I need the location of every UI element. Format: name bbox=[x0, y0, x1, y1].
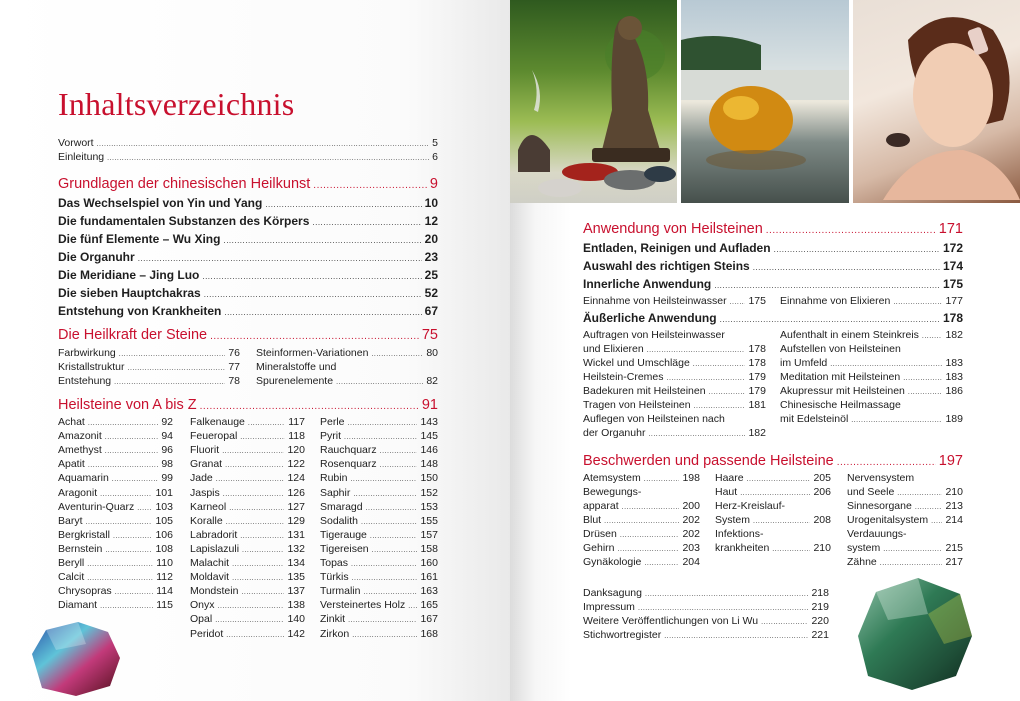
toc-entry[interactable]: mit Edelsteinöl ..... 189 bbox=[780, 413, 963, 427]
toc-entry-continued: Herz-Kreislauf- bbox=[715, 500, 786, 512]
toc-entry[interactable]: Tragen von Heilsteinen ..... 181 bbox=[583, 399, 766, 413]
amber-on-beach-photo bbox=[681, 0, 849, 203]
toc-section-grundlagen[interactable]: Grundlagen der chinesischen Heilkunst ..... 9 bbox=[58, 176, 438, 196]
toc-entry[interactable]: Die fünf Elemente – Wu Xing ..... 20 bbox=[58, 232, 438, 250]
toc-entry[interactable]: Heilstein-Cremes ..... 179 bbox=[583, 371, 766, 385]
stone-entry[interactable]: Chrysopras ..... 114 bbox=[58, 585, 173, 599]
stone-entry[interactable]: Bergkristall ..... 106 bbox=[58, 529, 173, 543]
stone-entry[interactable]: Türkis ..... 161 bbox=[320, 571, 438, 585]
toc-section-beschwerden[interactable]: Beschwerden und passende Heilsteine ..... 197 bbox=[583, 453, 963, 473]
toc-entry[interactable]: Das Wechselspiel von Yin und Yang ..... 10 bbox=[58, 196, 438, 214]
toc-entry-continued: Mineralstoffe und bbox=[256, 361, 337, 373]
toc-entry[interactable]: Zähne ..... 217 bbox=[847, 556, 963, 570]
toc-entry-continued: Bewegungs- bbox=[583, 486, 642, 498]
stone-entry[interactable]: Mondstein ..... 137 bbox=[190, 585, 305, 599]
toc-entry[interactable]: und Elixieren ..... 178 bbox=[583, 343, 766, 357]
toc-entry[interactable]: Akupressur mit Heilsteinen ..... 186 bbox=[780, 385, 963, 399]
stone-entry[interactable]: Malachit ..... 134 bbox=[190, 557, 305, 571]
toc-entry[interactable]: Badekuren mit Heilsteinen ..... 179 bbox=[583, 385, 766, 399]
stone-entry[interactable]: Granat ..... 122 bbox=[190, 458, 305, 472]
toc-entry[interactable]: Die sieben Hauptchakras ..... 52 bbox=[58, 286, 438, 304]
green-fluorite-stone-image bbox=[848, 574, 978, 694]
toc-entry[interactable]: Aufenthalt in einem Steinkreis ..... 182 bbox=[780, 329, 963, 343]
toc-entry[interactable]: Haare ..... 205 bbox=[715, 472, 831, 486]
toc-entry[interactable]: Entstehung von Krankheiten ..... 67 bbox=[58, 304, 438, 322]
stone-entry[interactable]: Beryll ..... 110 bbox=[58, 557, 173, 571]
stone-entry[interactable]: Pyrit ..... 145 bbox=[320, 430, 438, 444]
toc-entry[interactable]: Weitere Veröffentlichungen von Li Wu ..... 220 bbox=[583, 615, 829, 629]
toc-entry-einleitung[interactable]: Einleitung ..... 6 bbox=[58, 151, 438, 165]
toc-entry-continued: Chinesische Heilmassage bbox=[780, 399, 901, 411]
toc-entry[interactable]: Atemsystem ..... 198 bbox=[583, 472, 700, 486]
toc-entry[interactable]: Stichwortregister ..... 221 bbox=[583, 629, 829, 643]
stone-entry[interactable]: Amethyst ..... 96 bbox=[58, 444, 173, 458]
toc-entry[interactable]: Meditation mit Heilsteinen ..... 183 bbox=[780, 371, 963, 385]
stone-entry[interactable]: Opal ..... 140 bbox=[190, 613, 305, 627]
toc-entry[interactable]: Wickel und Umschläge ..... 178 bbox=[583, 357, 766, 371]
stone-entry[interactable]: Lapislazuli ..... 132 bbox=[190, 543, 305, 557]
toc-entry[interactable]: Die Organuhr ..... 23 bbox=[58, 250, 438, 268]
toc-entry[interactable]: Impressum ..... 219 bbox=[583, 601, 829, 615]
stone-entry[interactable]: Rauchquarz ..... 146 bbox=[320, 444, 438, 458]
toc-entry[interactable]: krankheiten ..... 210 bbox=[715, 542, 831, 556]
toc-entry-continued: Infektions- bbox=[715, 528, 764, 540]
stone-entry[interactable]: Achat ..... 92 bbox=[58, 416, 173, 430]
toc-entry[interactable]: Die Meridiane – Jing Luo ..... 25 bbox=[58, 268, 438, 286]
toc-entry[interactable]: System ..... 208 bbox=[715, 514, 831, 528]
stone-entry[interactable]: Baryt ..... 105 bbox=[58, 515, 173, 529]
stone-entry[interactable]: Turmalin ..... 163 bbox=[320, 585, 438, 599]
stone-entry[interactable]: Onyx ..... 138 bbox=[190, 599, 305, 613]
toc-entry[interactable]: Spurenelemente ..... 82 bbox=[256, 375, 438, 389]
toc-entry[interactable]: Die fundamentalen Substanzen des Körpers ..... 12 bbox=[58, 214, 438, 232]
toc-entry[interactable]: Gehirn ..... 203 bbox=[583, 542, 700, 556]
stone-entry[interactable]: Zirkon ..... 168 bbox=[320, 628, 438, 642]
toc-entry[interactable]: Innerliche Anwendung ..... 175 bbox=[583, 277, 963, 295]
toc-entry[interactable]: und Seele ..... 210 bbox=[847, 486, 963, 500]
toc-entry[interactable]: Urogenitalsystem ..... 214 bbox=[847, 514, 963, 528]
stone-entry[interactable]: Topas ..... 160 bbox=[320, 557, 438, 571]
stone-entry[interactable]: Moldavit ..... 135 bbox=[190, 571, 305, 585]
stone-entry[interactable]: Aquamarin ..... 99 bbox=[58, 472, 173, 486]
toc-entry-continued: Nervensystem bbox=[847, 472, 915, 484]
stone-entry[interactable]: Rosenquarz ..... 148 bbox=[320, 458, 438, 472]
toc-entry-continued: Auftragen von Heilsteinwasser bbox=[583, 329, 725, 341]
toc-entry[interactable]: Auswahl des richtigen Steins ..... 174 bbox=[583, 259, 963, 277]
stone-entry[interactable]: Calcit ..... 112 bbox=[58, 571, 173, 585]
toc-entry[interactable]: Einnahme von Elixieren ..... 177 bbox=[780, 295, 963, 309]
stone-entry[interactable]: Tigerauge ..... 157 bbox=[320, 529, 438, 543]
toc-entry-continued: Auflegen von Heilsteinen nach bbox=[583, 413, 725, 425]
stone-entry[interactable]: Sodalith ..... 155 bbox=[320, 515, 438, 529]
toc-entry[interactable]: der Organuhr ..... 182 bbox=[583, 427, 766, 441]
stone-entry[interactable]: Perle ..... 143 bbox=[320, 416, 438, 430]
stone-entry[interactable]: Karneol ..... 127 bbox=[190, 501, 305, 515]
stone-entry[interactable]: Jaspis ..... 126 bbox=[190, 487, 305, 501]
stone-entry[interactable]: Smaragd ..... 153 bbox=[320, 501, 438, 515]
toc-entry[interactable]: Kristallstruktur ..... 77 bbox=[58, 361, 240, 375]
toc-entry[interactable]: Drüsen ..... 202 bbox=[583, 528, 700, 542]
toc-entry[interactable]: apparat ..... 200 bbox=[583, 500, 700, 514]
toc-entry[interactable]: Einnahme von Heilsteinwasser ..... 175 bbox=[583, 295, 766, 309]
stone-entry[interactable]: Amazonit ..... 94 bbox=[58, 430, 173, 444]
stone-entry[interactable]: Falkenauge ..... 117 bbox=[190, 416, 305, 430]
stone-entry[interactable]: Aragonit ..... 101 bbox=[58, 487, 173, 501]
toc-entry[interactable]: Farbwirkung ..... 76 bbox=[58, 347, 240, 361]
toc-section-heilkraft[interactable]: Die Heilkraft der Steine ..... 75 bbox=[58, 327, 438, 347]
stone-entry[interactable]: Tigereisen ..... 158 bbox=[320, 543, 438, 557]
stone-entry[interactable]: Apatit ..... 98 bbox=[58, 458, 173, 472]
toc-entry[interactable]: Steinformen-Variationen ..... 80 bbox=[256, 347, 438, 361]
toc-section-heilsteine[interactable]: Heilsteine von A bis Z ..... 91 bbox=[58, 397, 438, 417]
stone-entry[interactable]: Bernstein ..... 108 bbox=[58, 543, 173, 557]
toc-entry[interactable]: Danksagung ..... 218 bbox=[583, 587, 829, 601]
stone-entry[interactable]: Saphir ..... 152 bbox=[320, 487, 438, 501]
toc-entry-continued: Verdauungs- bbox=[847, 528, 907, 540]
toc-entry-vorwort[interactable]: Vorwort ..... 5 bbox=[58, 137, 438, 151]
toc-entry[interactable]: Äußerliche Anwendung ..... 178 bbox=[583, 311, 963, 329]
toc-entry[interactable]: Sinnesorgane ..... 213 bbox=[847, 500, 963, 514]
toc-entry-continued: Aufstellen von Heilsteinen bbox=[780, 343, 901, 355]
stone-entry[interactable]: Fluorit ..... 120 bbox=[190, 444, 305, 458]
stone-entry[interactable]: Labradorit ..... 131 bbox=[190, 529, 305, 543]
right-page bbox=[510, 0, 1020, 701]
buddha-statue-photo bbox=[510, 0, 677, 203]
stone-entry[interactable]: Koralle ..... 129 bbox=[190, 515, 305, 529]
toc-entry[interactable]: Haut ..... 206 bbox=[715, 486, 831, 500]
stone-entry[interactable]: Peridot ..... 142 bbox=[190, 628, 305, 642]
stone-entry[interactable]: Feueropal ..... 118 bbox=[190, 430, 305, 444]
stone-entry[interactable]: Diamant ..... 115 bbox=[58, 599, 173, 613]
toc-entry[interactable]: Gynäkologie ..... 204 bbox=[583, 556, 700, 570]
woman-crystal-treatment-photo bbox=[853, 0, 1020, 203]
toc-entry[interactable]: Entladen, Reinigen und Aufladen ..... 172 bbox=[583, 241, 963, 259]
toc-section-anwendung[interactable]: Anwendung von Heilsteinen ..... 171 bbox=[583, 221, 963, 241]
toc-entry[interactable]: Entstehung ..... 78 bbox=[58, 375, 240, 389]
toc-entry[interactable]: Blut ..... 202 bbox=[583, 514, 700, 528]
stone-entry[interactable]: Jade ..... 124 bbox=[190, 472, 305, 486]
toc-entry[interactable]: system ..... 215 bbox=[847, 542, 963, 556]
toc-entry[interactable]: im Umfeld ..... 183 bbox=[780, 357, 963, 371]
stone-entry[interactable]: Versteinertes Holz ..... 165 bbox=[320, 599, 438, 613]
stone-entry[interactable]: Zinkit ..... 167 bbox=[320, 613, 438, 627]
page-title: Inhaltsverzeichnis bbox=[58, 86, 295, 122]
stone-entry[interactable]: Rubin ..... 150 bbox=[320, 472, 438, 486]
tourmaline-stone-image bbox=[26, 616, 124, 698]
stone-entry[interactable]: Aventurin-Quarz ..... 103 bbox=[58, 501, 173, 515]
